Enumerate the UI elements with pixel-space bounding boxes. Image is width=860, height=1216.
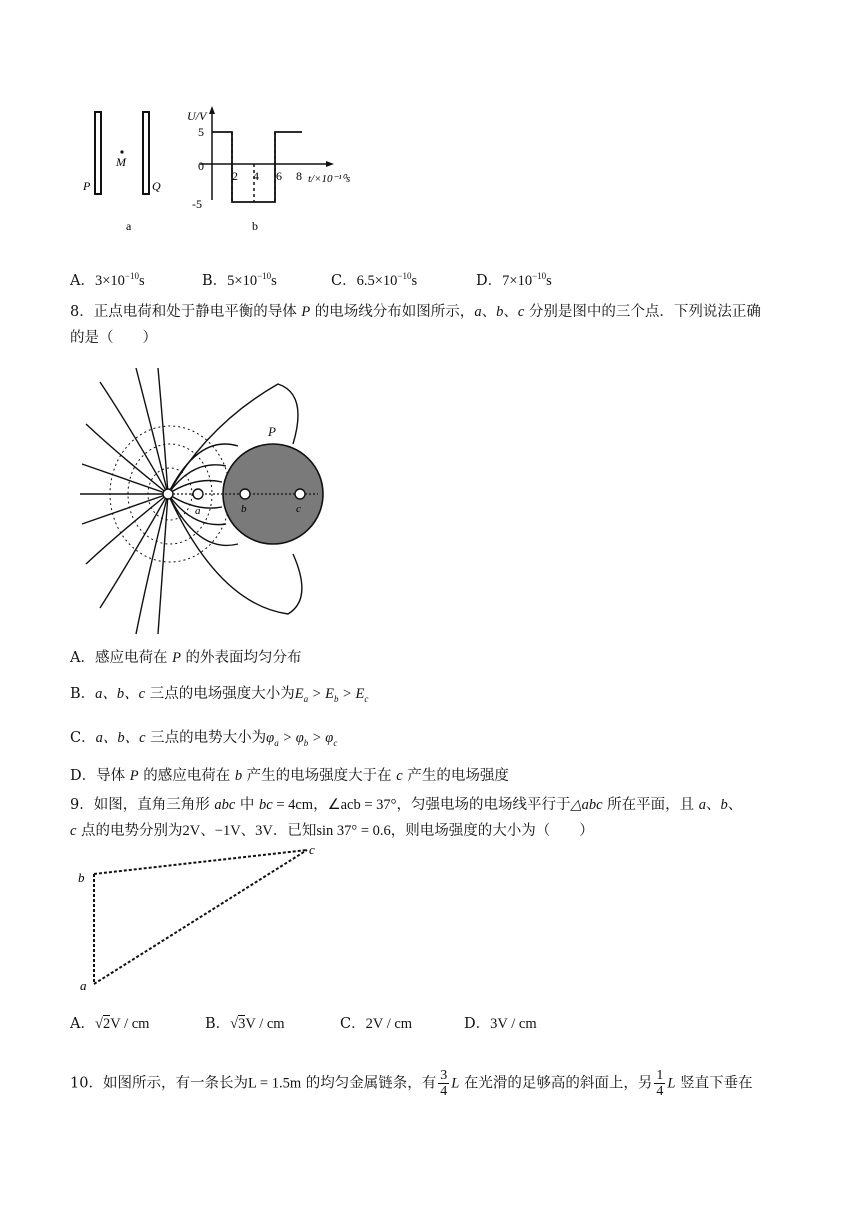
vertex-a-label: a [80,978,87,993]
point-c-label: c [296,503,301,515]
u-tick-5: 5 [198,125,204,139]
fraction-three-quarters: $\frac{3}{4}$ [440,1068,448,1099]
q9-option-a[interactable] [70,1014,149,1034]
option-unit: s [546,272,552,289]
u-axis-arrow [209,106,215,114]
point-a-label: a [195,505,201,517]
q7-option-b[interactable] [202,266,277,291]
q8-option-d[interactable]: D．导体 P 的感应电荷在 b 产生的电场强度大于在 c 产生的电场强度 [70,768,509,784]
option-letter: C． [331,272,357,289]
u-axis-label: U/V [187,109,207,123]
point-a-marker [193,489,203,499]
point-c-marker [295,489,305,499]
option-letter: B． [202,272,228,289]
vertex-c-label: c [309,842,315,857]
option-letter: D． [476,272,503,289]
option-value: 2V / cm [365,1016,413,1032]
field-line [82,464,168,494]
option-unit: s [271,272,277,289]
option-exponent: −10 [397,271,412,281]
field-line [82,494,168,524]
option-mantissa: 3×10 [94,272,125,289]
option-mantissa: 6.5×10 [356,272,398,289]
t-tick-8: 8 [296,169,302,183]
q7-figure [80,100,380,240]
t-axis-arrow [326,161,334,167]
plate-p-label: P [83,179,91,193]
t-tick-6: 6 [276,169,282,183]
option-exponent: −10 [257,271,272,281]
fig-b-label: b [252,219,258,233]
t-tick-2: 2 [232,169,238,183]
q8-stem-line2: 的是（ ） [70,330,157,346]
q7-option-a[interactable] [70,266,145,291]
option-unit: V / cm [245,1016,285,1032]
q9-triangle-figure [72,840,332,995]
field-line [100,382,168,494]
option-exponent: −10 [532,271,547,281]
option-unit: s [139,272,145,289]
field-line [86,424,168,494]
q8-option-c[interactable]: C．a、b、c 三点的电势大小为$\varphi_a > \varphi_b > \varphi_c$ [70,730,338,748]
conductor-p-label: P [268,424,276,439]
point-b-label: b [241,503,247,515]
t-tick-4: 4 [253,169,259,183]
q8-stem-line1: 8．正点电荷和处于静电平衡的导体 P 的电场线分布如图所示，a、b、c 分别是图中的三个点．下列说法正确 [70,304,761,320]
fig-a-label: a [126,219,132,233]
sqrt-radicand: 3 [238,1016,246,1032]
option-letter: C． [340,1016,366,1032]
q7-option-c[interactable] [331,266,417,291]
option-letter: A． [70,1016,95,1032]
field-line [100,494,168,608]
q9-option-c[interactable] [340,1014,412,1034]
vertex-b-label: b [78,870,85,885]
option-exponent: −10 [124,271,139,281]
t-axis-label: t/×10⁻¹⁰s [308,173,351,185]
option-value: 3V / cm [490,1016,537,1032]
point-charge [163,489,173,499]
u-waveform [212,132,302,202]
q7-option-d[interactable] [476,266,552,291]
plate-q-label: Q [152,179,161,193]
fraction-one-quarter: $\frac{1}{4}$ [656,1068,664,1099]
q9-stem-line1: 9．如图，直角三角形 abc 中 bc = 4cm，∠acb = 37°，匀强电场的电场线平行于△abc 所在平面，且 a、b、 [70,797,743,813]
q8-option-a[interactable]: A．感应电荷在 P 的外表面均匀分布 [70,650,302,666]
side-bc [94,850,307,874]
option-letter: A． [70,272,95,289]
u-tick-0: 0 [198,159,204,173]
q8-field-figure [78,364,334,640]
plate-q [143,112,149,194]
q10-stem-line1: 10．如图所示，有一条长为L = 1.5m 的均匀金属链条，有 $\frac{3}{4}$ L 在光滑的足够高的斜面上，另 $\frac{1}{4}$ L 竖直下垂在 [70,1068,753,1099]
q8-option-b[interactable]: B．a、b、c 三点的电场强度大小为$E_a > E_b > E_c$ [70,686,369,704]
sqrt-radicand: 2 [102,1016,111,1032]
option-unit: V / cm [110,1016,150,1032]
option-mantissa: 5×10 [227,272,258,289]
point-b-marker [240,489,250,499]
option-mantissa: 7×10 [502,272,533,289]
u-tick-neg5: -5 [192,197,202,211]
q9-option-b[interactable] [205,1014,285,1034]
q9-option-d[interactable] [464,1014,537,1034]
sqrt-sign: √ [94,1016,103,1032]
field-line [86,494,168,564]
option-letter: D． [464,1016,491,1032]
plate-p [95,112,101,194]
option-letter: B． [205,1016,231,1032]
option-unit: s [411,272,418,289]
q9-stem-line2: c 点的电势分别为2V、−1V、3V．已知sin 37° = 0.6，则电场强度的大小为（ ） [70,823,594,839]
point-m-label: M [116,155,126,169]
point-m [120,150,123,153]
sqrt-sign: √ [230,1016,239,1032]
